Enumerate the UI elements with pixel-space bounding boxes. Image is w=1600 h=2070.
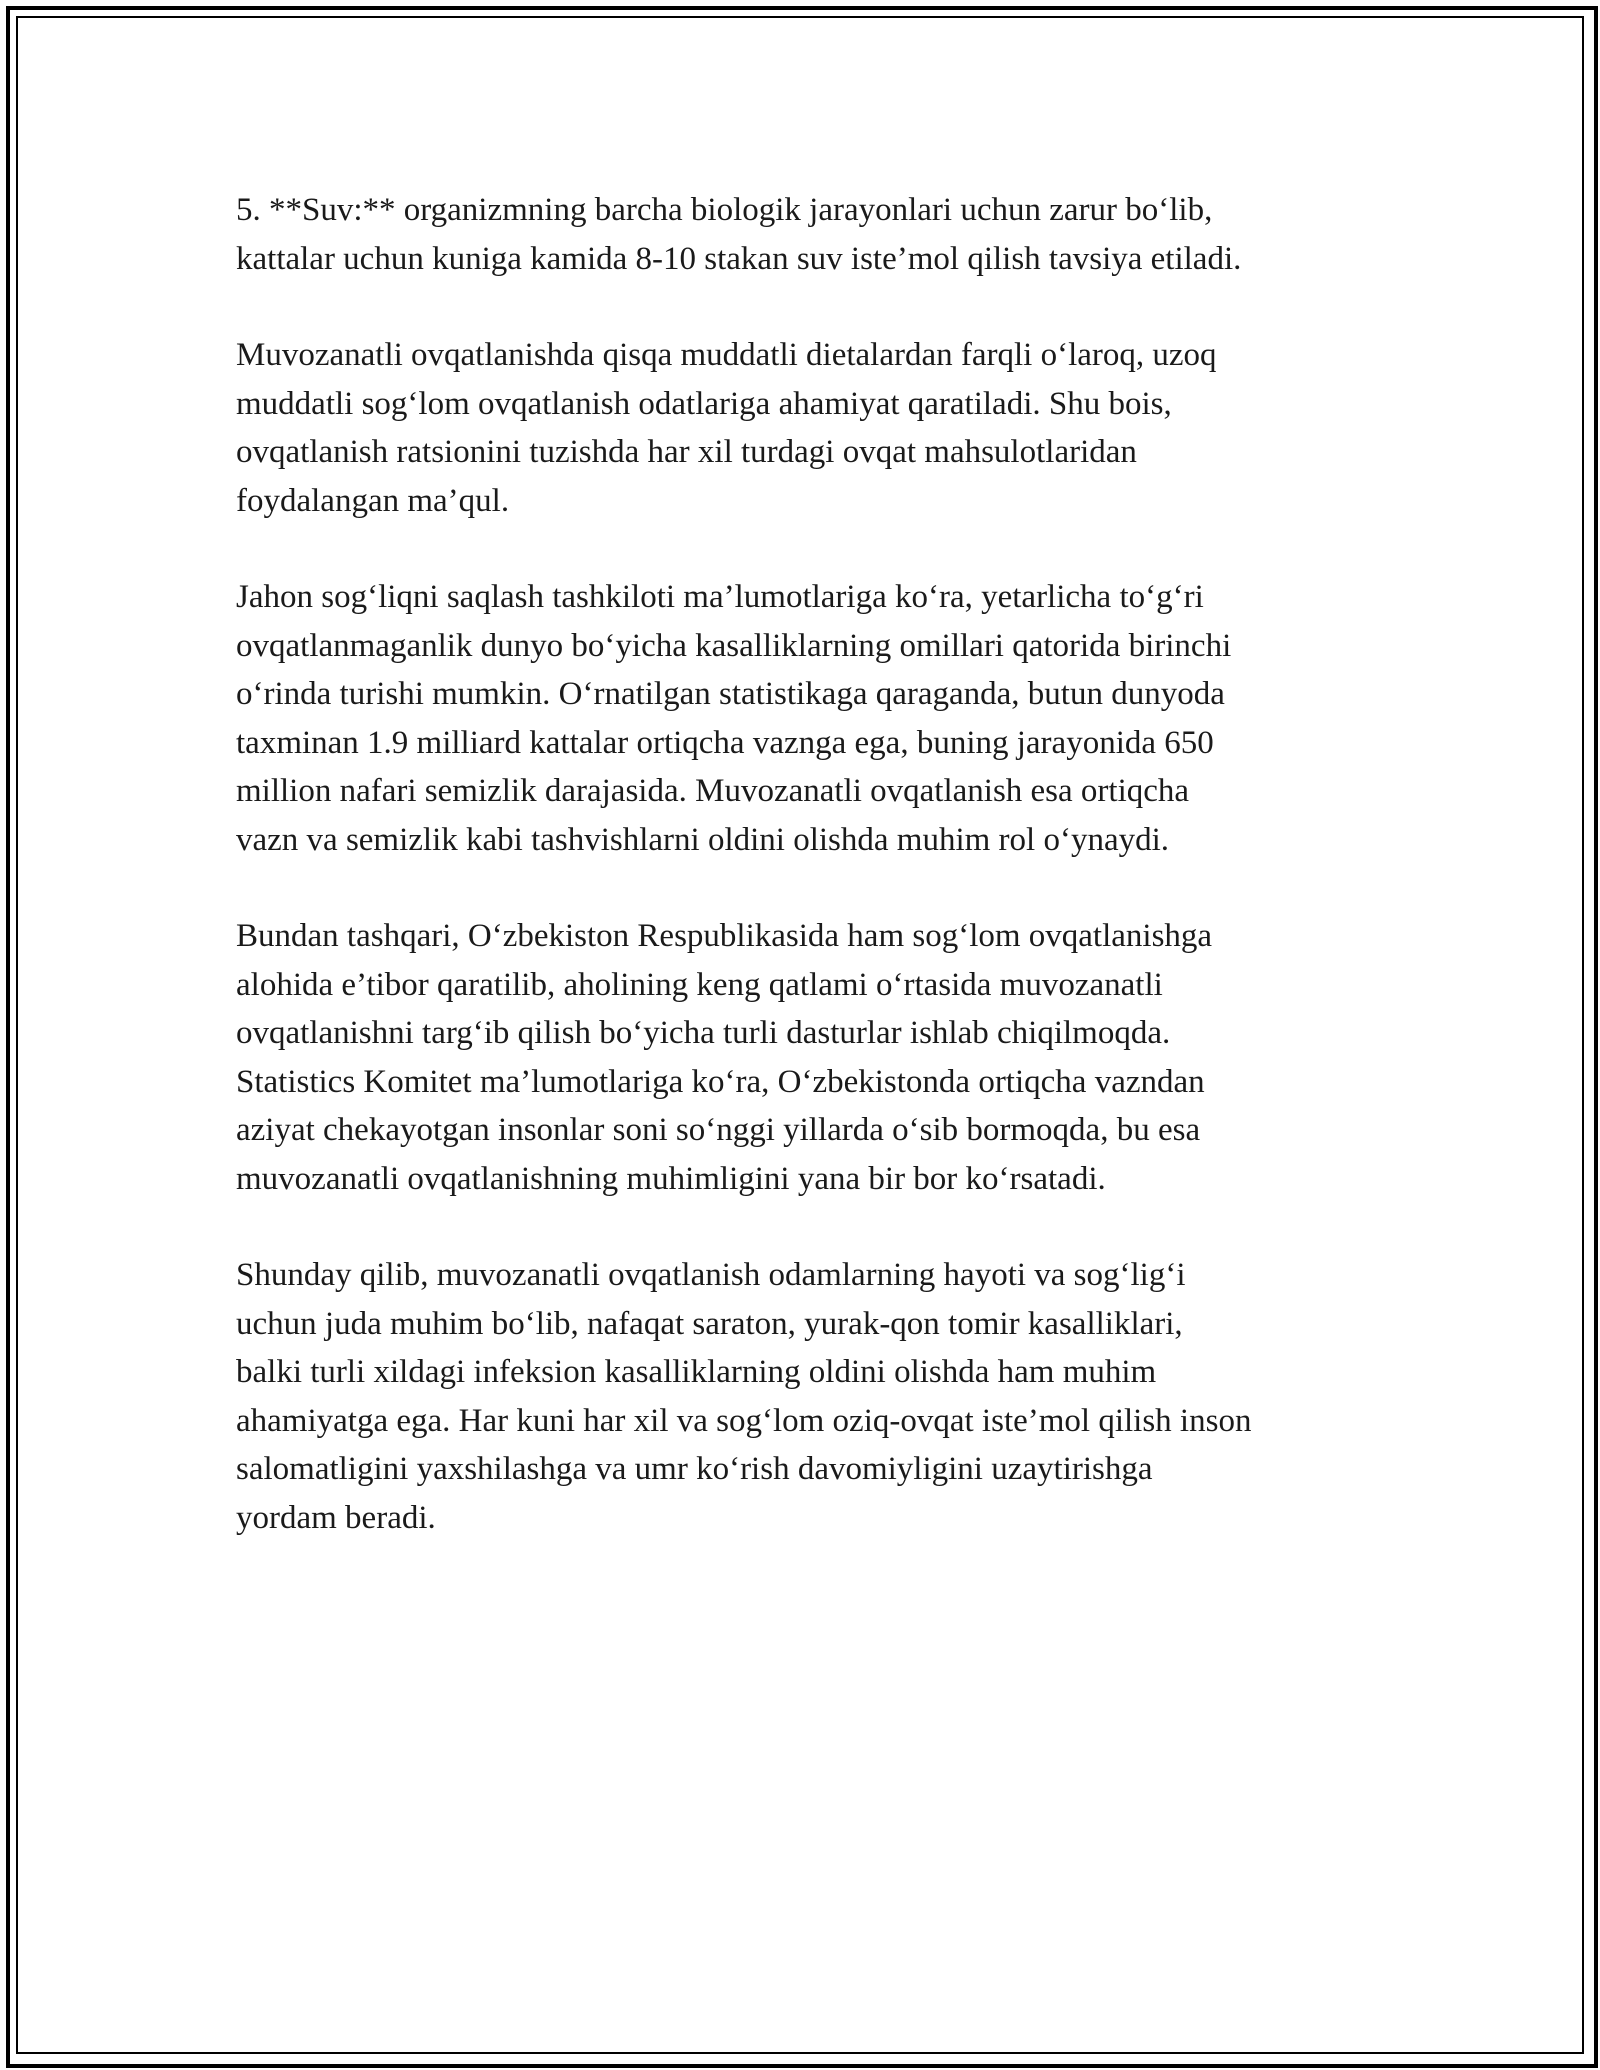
text-line: alohida e’tibor qaratilib, aholining keng qatlami o‘rtasida muvozanatli <box>236 966 1163 1003</box>
text-line: 5. **Suv:** organizmning barcha biologik jarayonlari uchun zarur bo‘lib, <box>236 192 1213 228</box>
text-line: Muvozanatli ovqatlanishda qisqa muddatli dietalardan farqli o‘laroq, uzoq <box>236 337 1217 373</box>
text-line: Statistics Komitet ma’lumotlariga ko‘ra, O‘zbekistonda ortiqcha vazndan <box>236 1063 1205 1100</box>
text-line: million nafari semizlik darajasida. Muvozanatli ovqatlanish esa ortiqcha <box>236 773 1190 809</box>
paragraph-uzbekistan <box>236 912 1406 1203</box>
text-line: aziyat chekayotgan insonlar soni so‘nggi yillarda o‘sib bormoqda, bu esa <box>236 1112 1201 1148</box>
text-line: Shunday qilib, muvozanatli ovqatlanish odamlarning hayoti va sog‘lig‘i <box>236 1257 1186 1293</box>
text-line: muvozanatli ovqatlanishning muhimligini yana bir bor ko‘rsatadi. <box>236 1160 1106 1197</box>
text-line: vazn va semizlik kabi tashvishlarni oldini olishda muhim rol o‘ynaydi. <box>236 821 1170 858</box>
paragraph-long-term-habits <box>236 331 1406 525</box>
paragraph-conclusion <box>236 1251 1406 1542</box>
text-line: ovqatlanish ratsionini tuzishda har xil turdagi ovqat mahsulotlaridan <box>236 434 1137 470</box>
document-body <box>236 186 1406 1590</box>
text-line: Bundan tashqari, O‘zbekiston Respublikasida ham sog‘lom ovqatlanishga <box>236 918 1213 954</box>
text-line: o‘rinda turishi mumkin. O‘rnatilgan statistikaga qaraganda, butun dunyoda <box>236 676 1225 712</box>
text-line: salomatligini yaxshilashga va umr ko‘rish davomiyligini uzaytirishga <box>236 1451 1153 1487</box>
text-line: Jahon sog‘liqni saqlash tashkiloti ma’lumotlariga ko‘ra, yetarlicha to‘g‘ri <box>236 579 1204 615</box>
text-line: muddatli sog‘lom ovqatlanish odatlariga ahamiyat qaratiladi. Shu bois, <box>236 385 1172 422</box>
paragraph-water <box>236 186 1406 283</box>
text-line: foydalangan ma’qul. <box>236 482 510 519</box>
text-line: taxminan 1.9 milliard kattalar ortiqcha vaznga ega, buning jarayonida 650 <box>236 724 1214 761</box>
text-line: balki turli xildagi infeksion kasalliklarning oldini olishda ham muhim <box>236 1354 1157 1390</box>
text-line: ovqatlanmaganlik dunyo bo‘yicha kasalliklarning omillari qatorida birinchi <box>236 627 1232 664</box>
text-line: yordam beradi. <box>236 1499 436 1536</box>
paragraph-who-statistics <box>236 573 1406 864</box>
text-line: ahamiyatga ega. Har kuni har xil va sog‘lom oziq-ovqat iste’mol qilish inson <box>236 1402 1252 1439</box>
text-line: uchun juda muhim bo‘lib, nafaqat saraton, yurak-qon tomir kasalliklari, <box>236 1305 1183 1342</box>
text-line: ovqatlanishni targ‘ib qilish bo‘yicha turli dasturlar ishlab chiqilmoqda. <box>236 1015 1171 1051</box>
text-line: kattalar uchun kuniga kamida 8-10 stakan suv iste’mol qilish tavsiya etiladi. <box>236 240 1242 277</box>
